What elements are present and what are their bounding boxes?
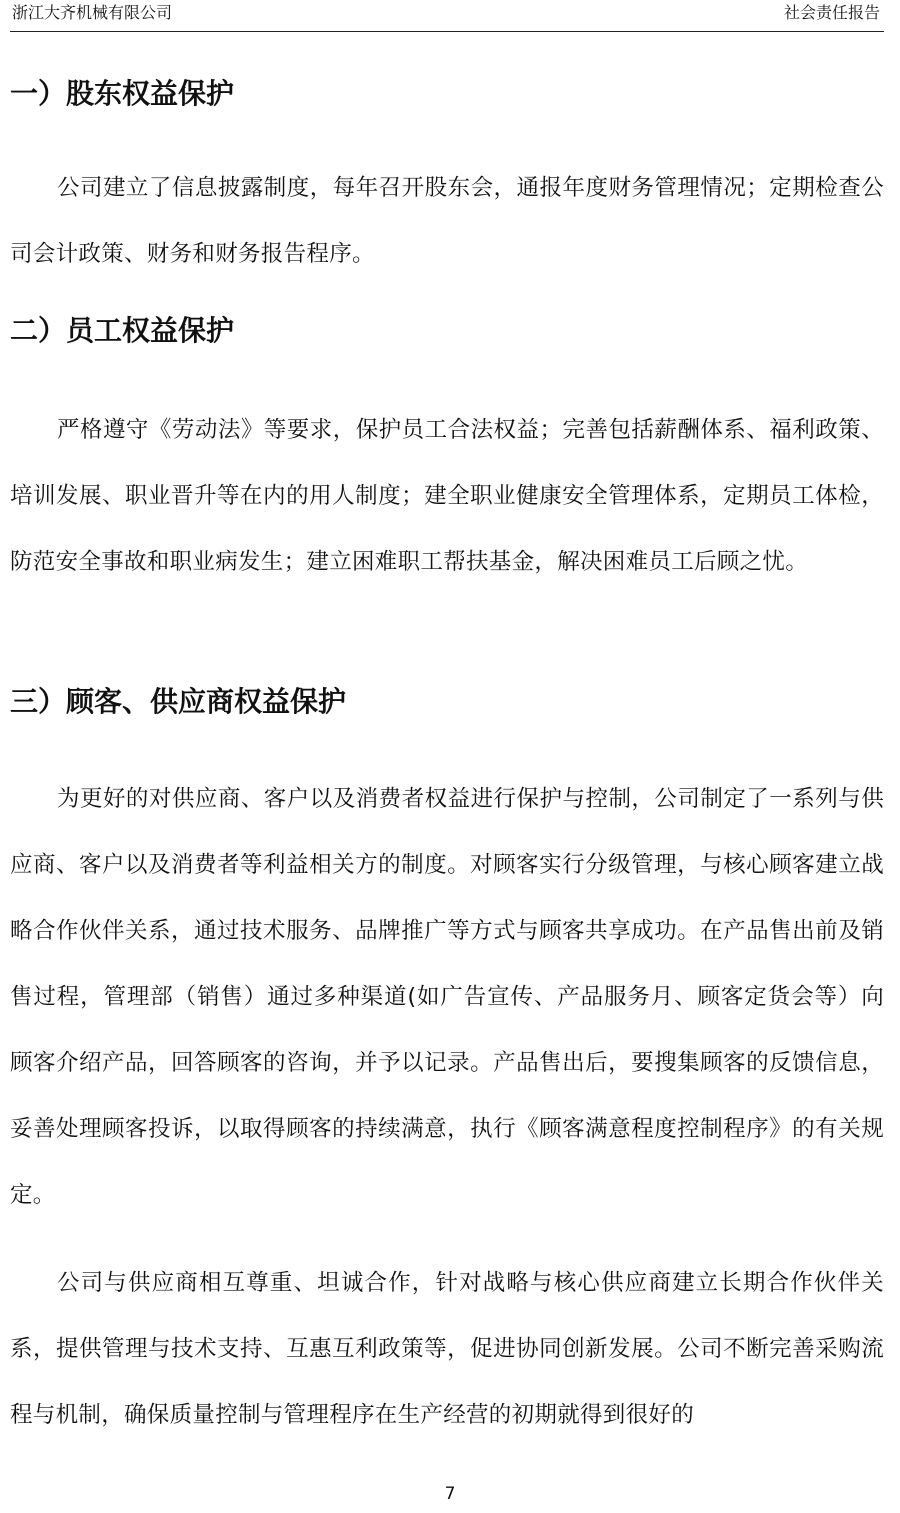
section-title-shareholders: 一）股东权益保护	[10, 77, 235, 110]
paragraph-suppliers: 公司与供应商相互尊重、坦诚合作，针对战略与核心供应商建立长期合作伙伴关系，提供管理与技术支持、互惠互利政策等，促进协同创新发展。公司不断完善采购流程与机制，确保质量控制与管理程序在生产经营的初期就得到很好的	[10, 1270, 884, 1428]
page-header	[10, 0, 884, 32]
paragraph-employees: 严格遵守《劳动法》等要求，保护员工合法权益；完善包括薪酬体系、福利政策、培训发展、职业晋升等在内的用人制度；建全职业健康安全管理体系，定期员工体检，防范安全事故和职业病发生；建立困难职工帮扶基金，解决困难员工后顾之忧。	[10, 417, 884, 575]
paragraph-customers: 为更好的对供应商、客户以及消费者权益进行保护与控制，公司制定了一系列与供应商、客户以及消费者等利益相关方的制度。对顾客实行分级管理，与核心顾客建立战略合作伙伴关系，通过技术服务、品牌推广等方式与顾客共享成功。在产品售出前及销售过程，管理部（销售）通过多种渠道(如广告宣传、产品服务月、顾客定货会等）向顾客介绍产品，回答顾客的咨询，并予以记录。产品售出后，要搜集顾客的反馈信息，妥善处理顾客投诉，以取得顾客的持续满意，执行《顾客满意程度控制程序》的有关规定。	[10, 786, 884, 1208]
section-title-customers-suppliers: 三）顾客、供应商权益保护	[10, 685, 347, 718]
page-number: 7	[444, 1484, 456, 1504]
paragraph-shareholders: 公司建立了信息披露制度，每年召开股东会，通报年度财务管理情况；定期检查公司会计政策、财务和财务报告程序。	[10, 175, 884, 267]
company-name: 浙江大齐机械有限公司	[12, 3, 173, 22]
section-title-employees: 二）员工权益保护	[10, 314, 235, 347]
report-title: 社会责任报告	[783, 3, 880, 22]
